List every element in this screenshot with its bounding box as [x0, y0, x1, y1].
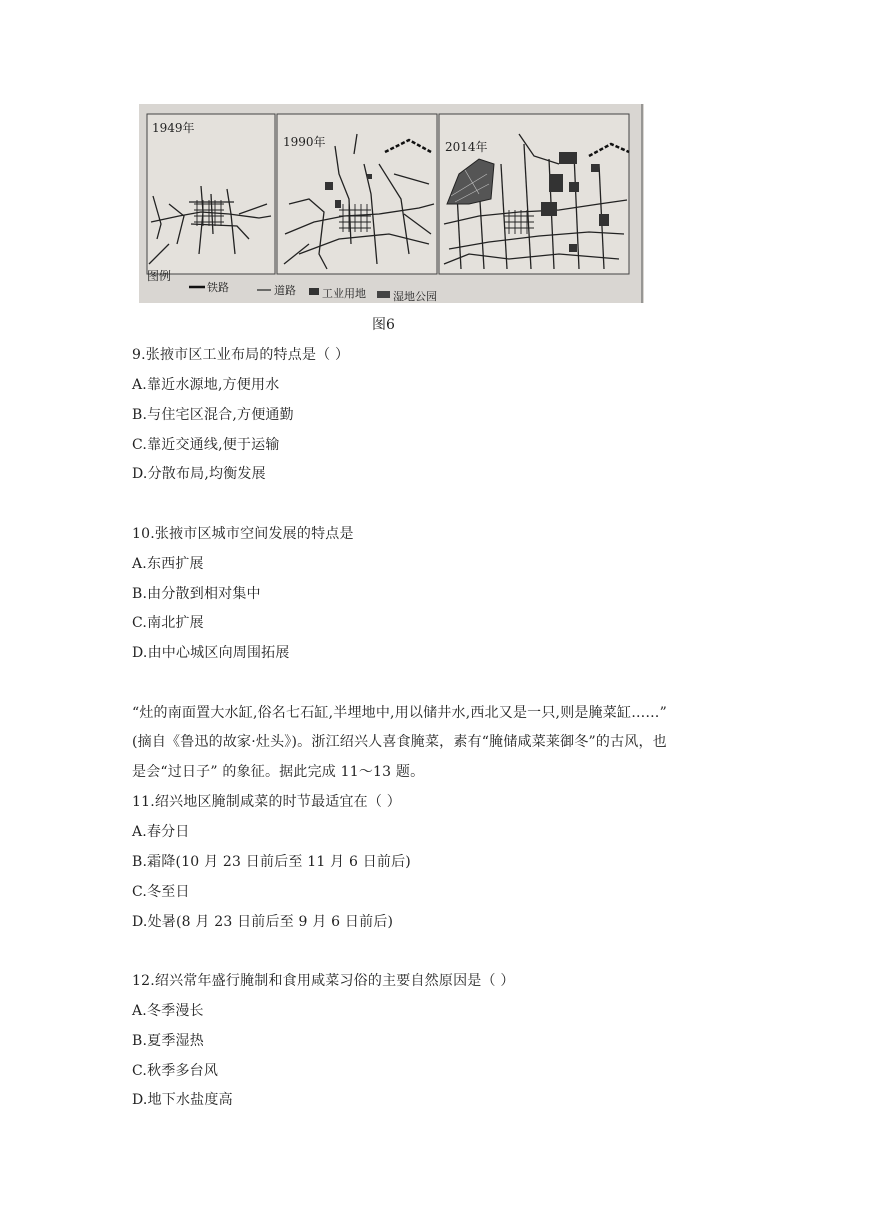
question-12-option-d: D.地下水盐度高 [132, 1092, 233, 1108]
legend-title: 图例 [147, 269, 172, 283]
figure-caption: 图6 [372, 317, 395, 333]
question-12-option-c: C.秋季多台风 [132, 1063, 219, 1079]
question-12-option-a: A.冬季漫长 [132, 1003, 204, 1019]
passage-line-3: 是会“过日子” 的象征。据此完成 11～13 题。 [132, 764, 425, 780]
question-11-stem: 11.绍兴地区腌制咸菜的时节最适宜在（ ） [132, 794, 401, 810]
question-11-option-d: D.处暑(8 月 23 日前后至 9 月 6 日前后) [132, 914, 394, 930]
question-9-option-b: B.与住宅区混合,方便通勤 [132, 407, 294, 423]
legend-railway [189, 280, 229, 294]
question-10-option-a: A.东西扩展 [132, 556, 204, 572]
legend-railway-label: 铁路 [207, 281, 229, 294]
legend-industry [309, 286, 366, 300]
question-12-option-b: B.夏季湿热 [132, 1033, 204, 1049]
legend-wetland [377, 289, 437, 303]
legend-wetland-label: 湿地公园 [393, 290, 437, 303]
passage-line-2: (摘自《鲁迅的故家·灶头》)。浙江绍兴人喜食腌菜，素有“腌储咸菜莱御冬”的古风，也 [132, 734, 667, 750]
question-10-stem: 10.张掖市区城市空间发展的特点是 [132, 526, 354, 542]
legend-road [257, 284, 296, 297]
question-10-option-b: B.由分散到相对集中 [132, 586, 261, 602]
question-12-stem: 12.绍兴常年盛行腌制和食用咸菜习俗的主要自然原因是（ ） [132, 973, 515, 989]
question-9-stem: 9.张掖市区工业布局的特点是（ ） [132, 347, 350, 363]
legend-road-label: 道路 [274, 284, 296, 297]
question-9-option-a: A.靠近水源地,方便用水 [132, 377, 280, 393]
question-9-option-d: D.分散布局,均衡发展 [132, 466, 266, 482]
panel-label-2014: 2014年 [445, 140, 488, 154]
question-11-option-b: B.霜降(10 月 23 日前后至 11 月 6 日前后) [132, 854, 411, 870]
panel-label-1949: 1949年 [152, 121, 195, 135]
panel-label-1990: 1990年 [283, 135, 326, 149]
question-11-option-c: C.冬至日 [132, 884, 190, 900]
question-10-option-d: D.由中心城区向周围拓展 [132, 645, 290, 661]
legend-industry-label: 工业用地 [322, 287, 366, 300]
question-11-option-a: A.春分日 [132, 824, 190, 840]
question-10-option-c: C.南北扩展 [132, 615, 204, 631]
question-9-option-c: C.靠近交通线,便于运输 [132, 437, 280, 453]
map-figure [139, 104, 644, 303]
map-drawing [139, 104, 644, 303]
passage-line-1: “灶的南面置大水缸,俗名七石缸,半埋地中,用以储井水,西北又是一只,则是腌菜缸……” [132, 705, 667, 721]
